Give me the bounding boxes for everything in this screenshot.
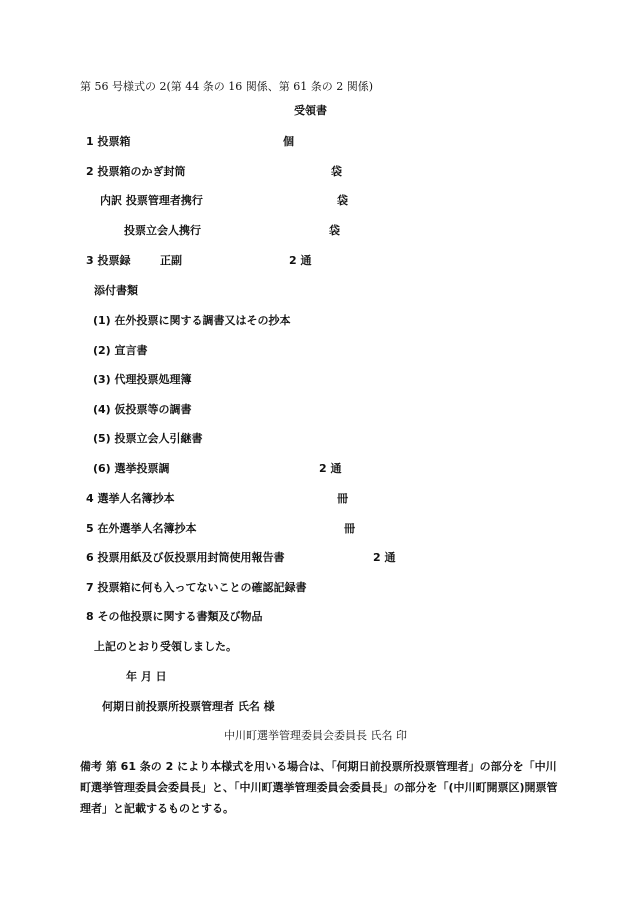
received-statement: 上記のとおり受領しました。 [94, 640, 237, 653]
signer-line: 中川町選挙管理委員会委員長 氏名 印 [224, 729, 407, 742]
breakdown-witness-label: 投票立会人携行 [124, 224, 201, 237]
item-usage-report-label: 6 投票用紙及び仮投票用封筒使用報告書 [86, 551, 285, 564]
attachment-2: (2) 宣言書 [93, 344, 148, 357]
breakdown-manager-label: 内訳 投票管理者携行 [100, 194, 203, 207]
item-ballot-box-label: 1 投票箱 [86, 135, 131, 148]
attachment-1: (1) 在外投票に関する調書又はその抄本 [93, 314, 291, 327]
attachment-5: (5) 投票立会人引継書 [93, 432, 203, 445]
breakdown-manager-unit: 袋 [337, 194, 348, 207]
item-voter-list-unit: 冊 [337, 492, 348, 505]
addressee-line: 何期日前投票所投票管理者 氏名 様 [102, 700, 275, 713]
breakdown-witness-unit: 袋 [329, 224, 340, 237]
item-usage-report-count: 2 通 [373, 551, 396, 564]
remarks-note: 備考 第 61 条の 2 により本様式を用いる場合は、「何期日前投票所投票管理者」の部分を「中川町選挙管理委員会委員長」と、「中川町選挙管理委員会委員長」の部分を「(中川町開票区)開票管理者」と記載するものとする。 [80, 760, 558, 815]
attachment-6-count: 2 通 [319, 462, 342, 475]
item-ballot-box-unit: 個 [283, 135, 294, 148]
item-other-label: 8 その他投票に関する書類及び物品 [86, 610, 263, 623]
form-number: 第 56 号様式の 2(第 44 条の 16 関係、第 61 条の 2 関係) [80, 80, 374, 93]
item-record-sub: 正副 [160, 254, 182, 267]
date-line: 年 月 日 [126, 670, 167, 683]
item-empty-box-record-label: 7 投票箱に何も入ってないことの確認記録書 [86, 581, 307, 594]
item-overseas-list-label: 5 在外選挙人名簿抄本 [86, 522, 197, 535]
item-record-label: 3 投票録 [86, 254, 131, 267]
item-overseas-list-unit: 冊 [344, 522, 355, 535]
attachment-3: (3) 代理投票処理簿 [93, 373, 192, 386]
item-voter-list-label: 4 選挙人名簿抄本 [86, 492, 175, 505]
item-key-envelope-unit: 袋 [331, 165, 342, 178]
document-title: 受領書 [294, 104, 327, 117]
item-record-count: 2 通 [289, 254, 312, 267]
attachment-6-label: (6) 選挙投票調 [93, 462, 170, 475]
attachment-4: (4) 仮投票等の調書 [93, 403, 192, 416]
item-key-envelope-label: 2 投票箱のかぎ封筒 [86, 165, 186, 178]
attachments-heading: 添付書類 [94, 284, 138, 297]
